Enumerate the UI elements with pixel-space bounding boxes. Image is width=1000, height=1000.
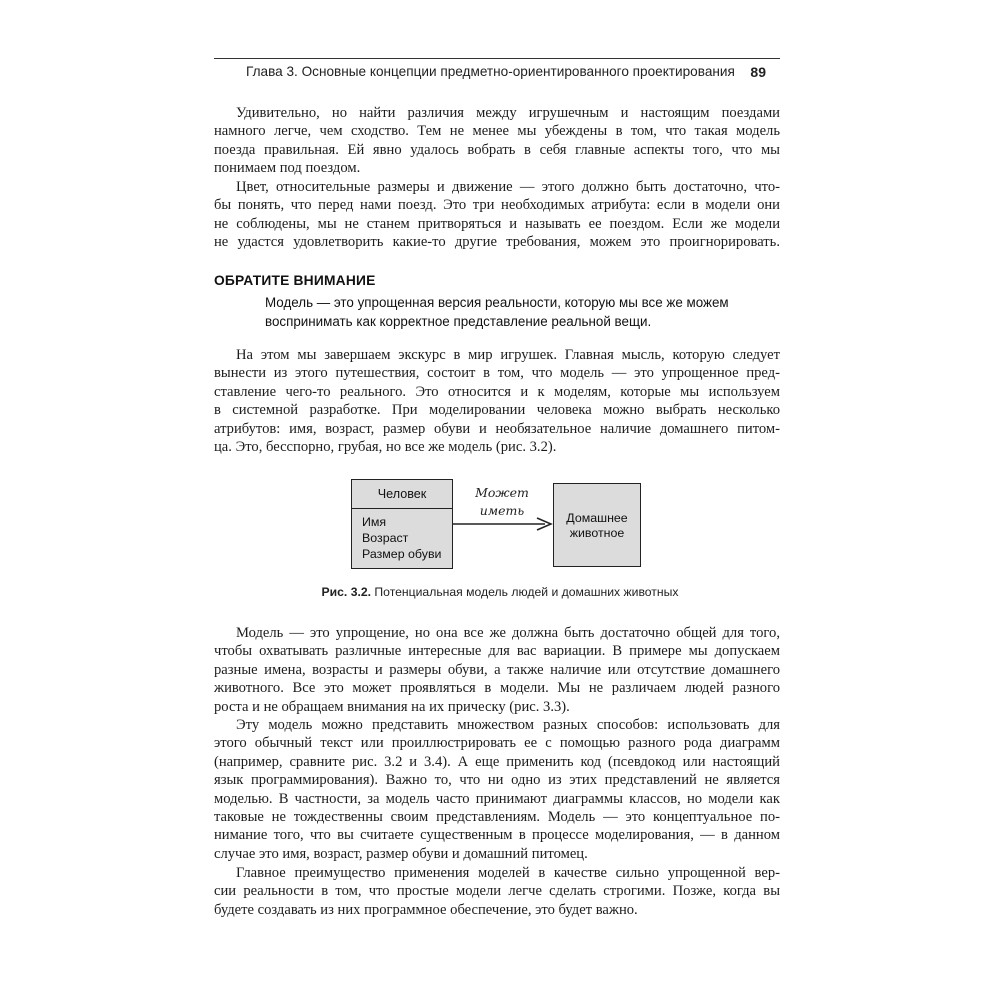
text-line: сии реальности в том, что простые модели легче сделать строгими. Позже, когда вы: [214, 883, 780, 900]
text-line: Эту модель можно представить множеством разных способов: использовать для: [236, 717, 780, 733]
person-attributes: [362, 514, 441, 562]
paragraph-1: [214, 104, 780, 178]
text-line: поезда правильная. Ей явно удалось вобрать в себя главные аспекты того, что мы: [214, 141, 780, 158]
page-number: 89: [750, 64, 766, 80]
paragraph-2: [214, 178, 780, 252]
caption-label: Рис. 3.2.: [321, 585, 372, 599]
text-line: животного. Все это может проявляться в модели. Мы не различаем людей разного: [214, 680, 780, 697]
text-line: нимание того, что вы считаете существенным в процессе моделирования, — в данном: [214, 827, 780, 844]
text-line: (например, сравните рис. 3.2 и 3.4). А еще применить код (псевдокод или настоящий: [214, 753, 780, 770]
text-line: моделью. В частности, за модель часто принимают диаграммы классов, но модели как: [214, 790, 780, 807]
caption-text: Потенциальная модель людей и домашних животных: [374, 585, 679, 599]
text-line: бы понять, что перед нами поезд. Это три необходимых атрибута: если в модели они: [214, 197, 780, 214]
attribute-name: Имя: [362, 515, 387, 529]
text-line: Цвет, относительные размеры и движение — этого должно быть достаточно, что-: [236, 179, 780, 195]
text-line: намного легче, чем сходство. Тем не менее мы убеждены в том, что такая модель: [214, 123, 780, 140]
pet-class-box: [553, 483, 641, 567]
text-line: таковые не тождественны своим представлениям. Модель — это концептуальное по-: [214, 809, 780, 826]
chapter-title: Глава 3. Основные концепции предметно-ориентированного проектирования: [246, 64, 735, 79]
person-class-box: [351, 479, 453, 569]
text-line: случае это имя, возраст, размер обуви и домашний питомец.: [214, 845, 588, 862]
pet-class-label: [554, 511, 640, 541]
paragraph-4: [214, 624, 780, 716]
text-line: На этом мы завершаем экскурс в мир игрушек. Главная мысль, которую следует: [236, 347, 780, 363]
note-line: воспринимать как корректное представление реальной вещи.: [265, 313, 652, 329]
association-arrow-icon: [453, 480, 555, 540]
text-line: этого обычный текст или проиллюстрировать ее с помощью разного рода диаграмм: [214, 735, 780, 752]
attribute-age: Возраст: [362, 531, 409, 545]
text-line: будете создавать из них программное обеспечение, это будет важно.: [214, 901, 638, 918]
header-rule: [214, 58, 780, 59]
pet-label-line: Домашнее: [566, 511, 628, 525]
attribute-shoe-size: Размер обуви: [362, 547, 442, 561]
note-line: Модель — это упрощенная версия реальности, которую мы все же можем: [265, 295, 729, 310]
text-line: чтобы охватывать различные интересные для вас вариации. В примере мы допускаем: [214, 643, 780, 660]
paragraph-3: [214, 346, 780, 456]
text-line: Главное преимущество применения моделей в качестве сильно упрощенной вер-: [236, 865, 780, 881]
text-line: в системной разработке. При моделировании человека можно выбрать несколько: [214, 402, 780, 419]
text-line: язык программирования). Важно то, что ни одно из этих представлений не является: [214, 772, 780, 789]
text-line: роста и не обращаем внимания на их прическу (рис. 3.3).: [214, 698, 570, 715]
text-line: Модель — это упрощение, но она все же должна быть достаточно общей для того,: [236, 625, 780, 641]
text-line: Удивительно, но найти различия между игрушечным и настоящим поездами: [236, 105, 780, 121]
figure-caption: [0, 585, 1000, 599]
text-line: вынести из этого путешествия, состоит в том, что модель — это упрощенное пред-: [214, 365, 780, 382]
association-label-line: иметь: [479, 503, 525, 518]
text-line: атрибутов: имя, возраст, размер обуви и необязательное наличие домашнего питом-: [214, 420, 780, 437]
text-line: не удастся удовлетворить какие-то другие требования, можем это проигнорировать.: [214, 234, 780, 251]
text-line: ставление чего-то реального. Это относится и к моделям, которые мы используем: [214, 383, 780, 400]
text-line: ца. Это, бесспорно, грубая, но все же модель (рис. 3.2).: [214, 439, 557, 456]
paragraph-6: [214, 864, 780, 919]
note-title: ОБРАТИТЕ ВНИМАНИЕ: [214, 273, 376, 288]
text-line: не соблюдены, мы не станем притворяться и называть ее поездом. Если же модели: [214, 215, 780, 232]
note-body: [265, 294, 735, 331]
paragraph-5: [214, 716, 780, 863]
association-label-line: Может: [475, 485, 529, 500]
pet-label-line: животное: [569, 526, 625, 540]
person-class-title: Человек: [352, 480, 452, 509]
text-line: разные имена, возрасты и размеры обуви, а также наличие или отсутствие домашнего: [214, 661, 780, 678]
text-line: понимаем под поездом.: [214, 160, 361, 177]
